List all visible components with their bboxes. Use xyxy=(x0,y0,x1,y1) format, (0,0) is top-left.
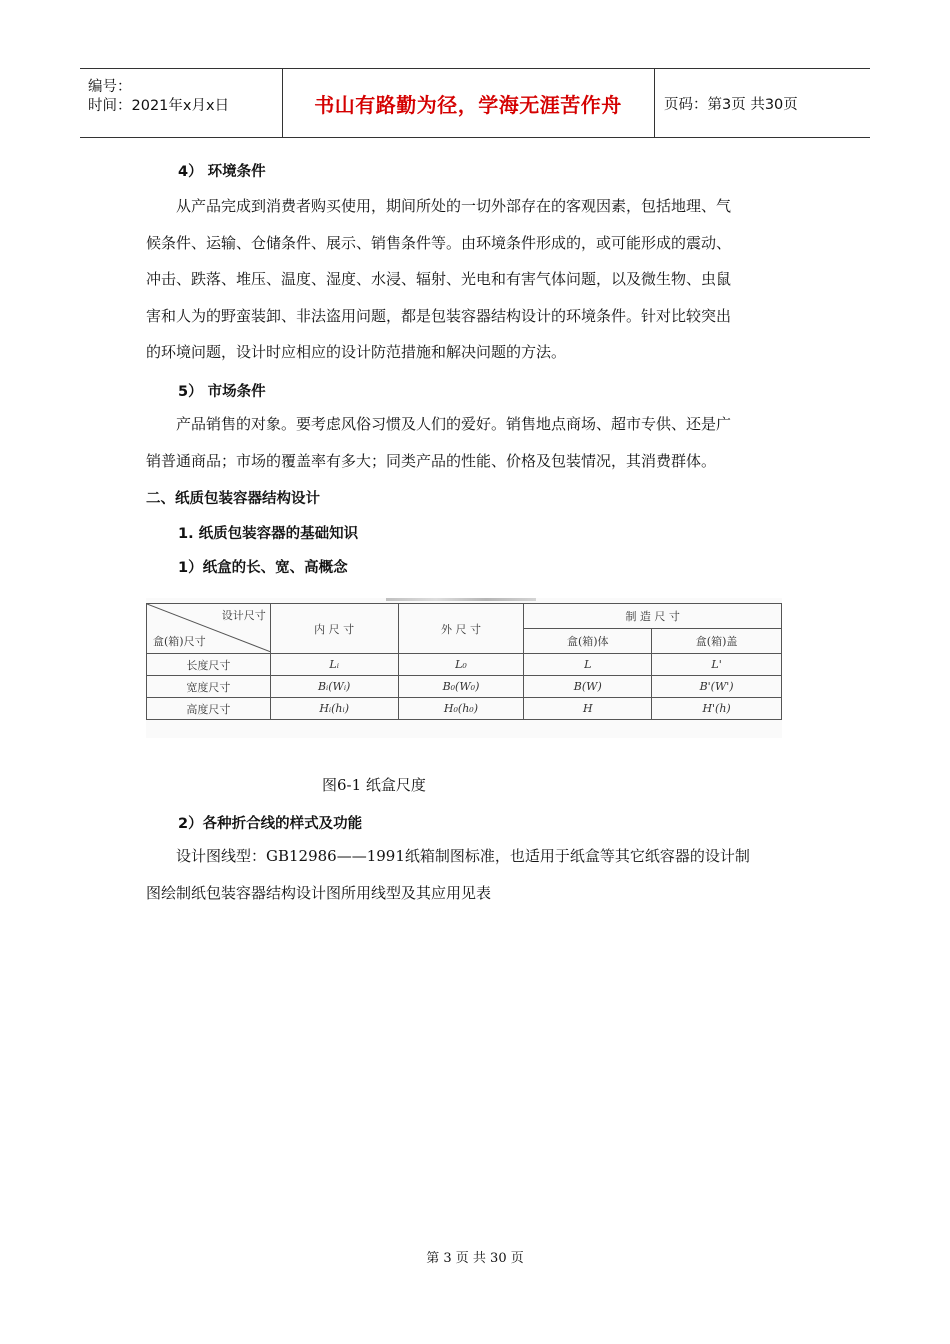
header-divider xyxy=(654,69,655,137)
paragraph-line: 候条件、运输、仓储条件、展示、销售条件等。由环境条件形成的，或可能形成的震动、 xyxy=(146,233,732,252)
cell-outer: H₀(h₀) xyxy=(398,698,524,720)
cell-outer: B₀(W₀) xyxy=(398,676,524,698)
cell-body: H xyxy=(524,698,652,720)
paragraph-line: 销普通商品；市场的覆盖率有多大；同类产品的性能、价格及包装情况，其消费群体。 xyxy=(146,451,717,470)
header-make: 制 造 尺 寸 xyxy=(524,604,782,629)
table-row xyxy=(147,676,782,698)
row-label: 长度尺寸 xyxy=(147,654,271,676)
paragraph-line: 图绘制纸包装容器结构设计图所用线型及其应用见表 xyxy=(146,883,492,902)
paragraph-line: 害和人为的野蛮装卸、非法盗用问题，都是包装容器结构设计的环境条件。针对比较突出 xyxy=(146,306,732,325)
scan-noise xyxy=(386,598,536,601)
paragraph-line: 从产品完成到消费者购买使用，期间所处的一切外部存在的客观因素，包括地理、气 xyxy=(176,197,732,215)
subsubsection-heading: 1）纸盒的长、宽、高概念 xyxy=(178,560,348,576)
table-row xyxy=(147,698,782,720)
section-heading-market: 5） 市场条件 xyxy=(178,384,266,400)
cell-inner: Lᵢ xyxy=(270,654,398,676)
environment-paragraph xyxy=(146,188,810,371)
header-lid: 盒(箱)盖 xyxy=(652,629,782,654)
corner-top-label: 设计尺寸 xyxy=(221,609,266,622)
number-label: 编号： xyxy=(88,79,132,95)
page-header xyxy=(80,68,870,138)
paragraph-line: 的环境问题，设计时应相应的设计防范措施和解决问题的方法。 xyxy=(146,343,567,361)
cell-inner: Bᵢ(Wᵢ) xyxy=(270,676,398,698)
time-label: 时间：2021年x月x日 xyxy=(88,98,230,114)
cell-lid: B'(W') xyxy=(652,676,782,698)
fold-lines-paragraph xyxy=(146,838,810,911)
cell-inner: Hᵢ(hᵢ) xyxy=(270,698,398,720)
cell-outer: L₀ xyxy=(398,654,524,676)
cell-body: B(W) xyxy=(524,676,652,698)
figure-caption: 图6-1 纸盒尺度 xyxy=(322,776,426,794)
cell-lid: H'(h) xyxy=(652,698,782,720)
page-footer: 第 3 页 共 30 页 xyxy=(426,1251,524,1266)
header-meta xyxy=(80,69,282,137)
dimension-table xyxy=(146,603,782,720)
table-corner-cell xyxy=(147,604,271,654)
table-row xyxy=(147,654,782,676)
cell-lid: L' xyxy=(652,654,782,676)
paragraph-line: 冲击、跌落、堆压、温度、湿度、水浸、辐射、光电和有害气体问题，以及微生物、虫鼠 xyxy=(146,270,732,288)
cell-body: L xyxy=(524,654,652,676)
carton-dimension-figure xyxy=(146,598,782,738)
chapter-heading: 二、纸质包装容器结构设计 xyxy=(146,491,320,507)
header-motto: 书山有路勤为径，学海无涯苦作舟 xyxy=(314,92,622,117)
subsection-heading: 1. 纸质包装容器的基础知识 xyxy=(178,526,359,542)
corner-bottom-label: 盒(箱)尺寸 xyxy=(153,635,206,648)
header-outer: 外 尺 寸 xyxy=(398,604,524,654)
market-paragraph xyxy=(146,406,810,479)
row-label: 宽度尺寸 xyxy=(147,676,271,698)
header-body: 盒(箱)体 xyxy=(524,629,652,654)
section-heading-environment: 4） 环境条件 xyxy=(178,164,266,180)
row-label: 高度尺寸 xyxy=(147,698,271,720)
header-inner: 内 尺 寸 xyxy=(270,604,398,654)
subsubsection-heading-fold-lines: 2）各种折合线的样式及功能 xyxy=(178,816,363,832)
paragraph-line: 产品销售的对象。要考虑风俗习惯及人们的爱好。销售地点商场、超市专供、还是广 xyxy=(176,415,732,433)
paragraph-line: 设计图线型：GB12986——1991纸箱制图标准，也适用于纸盒等其它纸容器的设计制 xyxy=(176,847,750,865)
header-page-info: 页码：第3页 共30页 xyxy=(664,96,798,113)
